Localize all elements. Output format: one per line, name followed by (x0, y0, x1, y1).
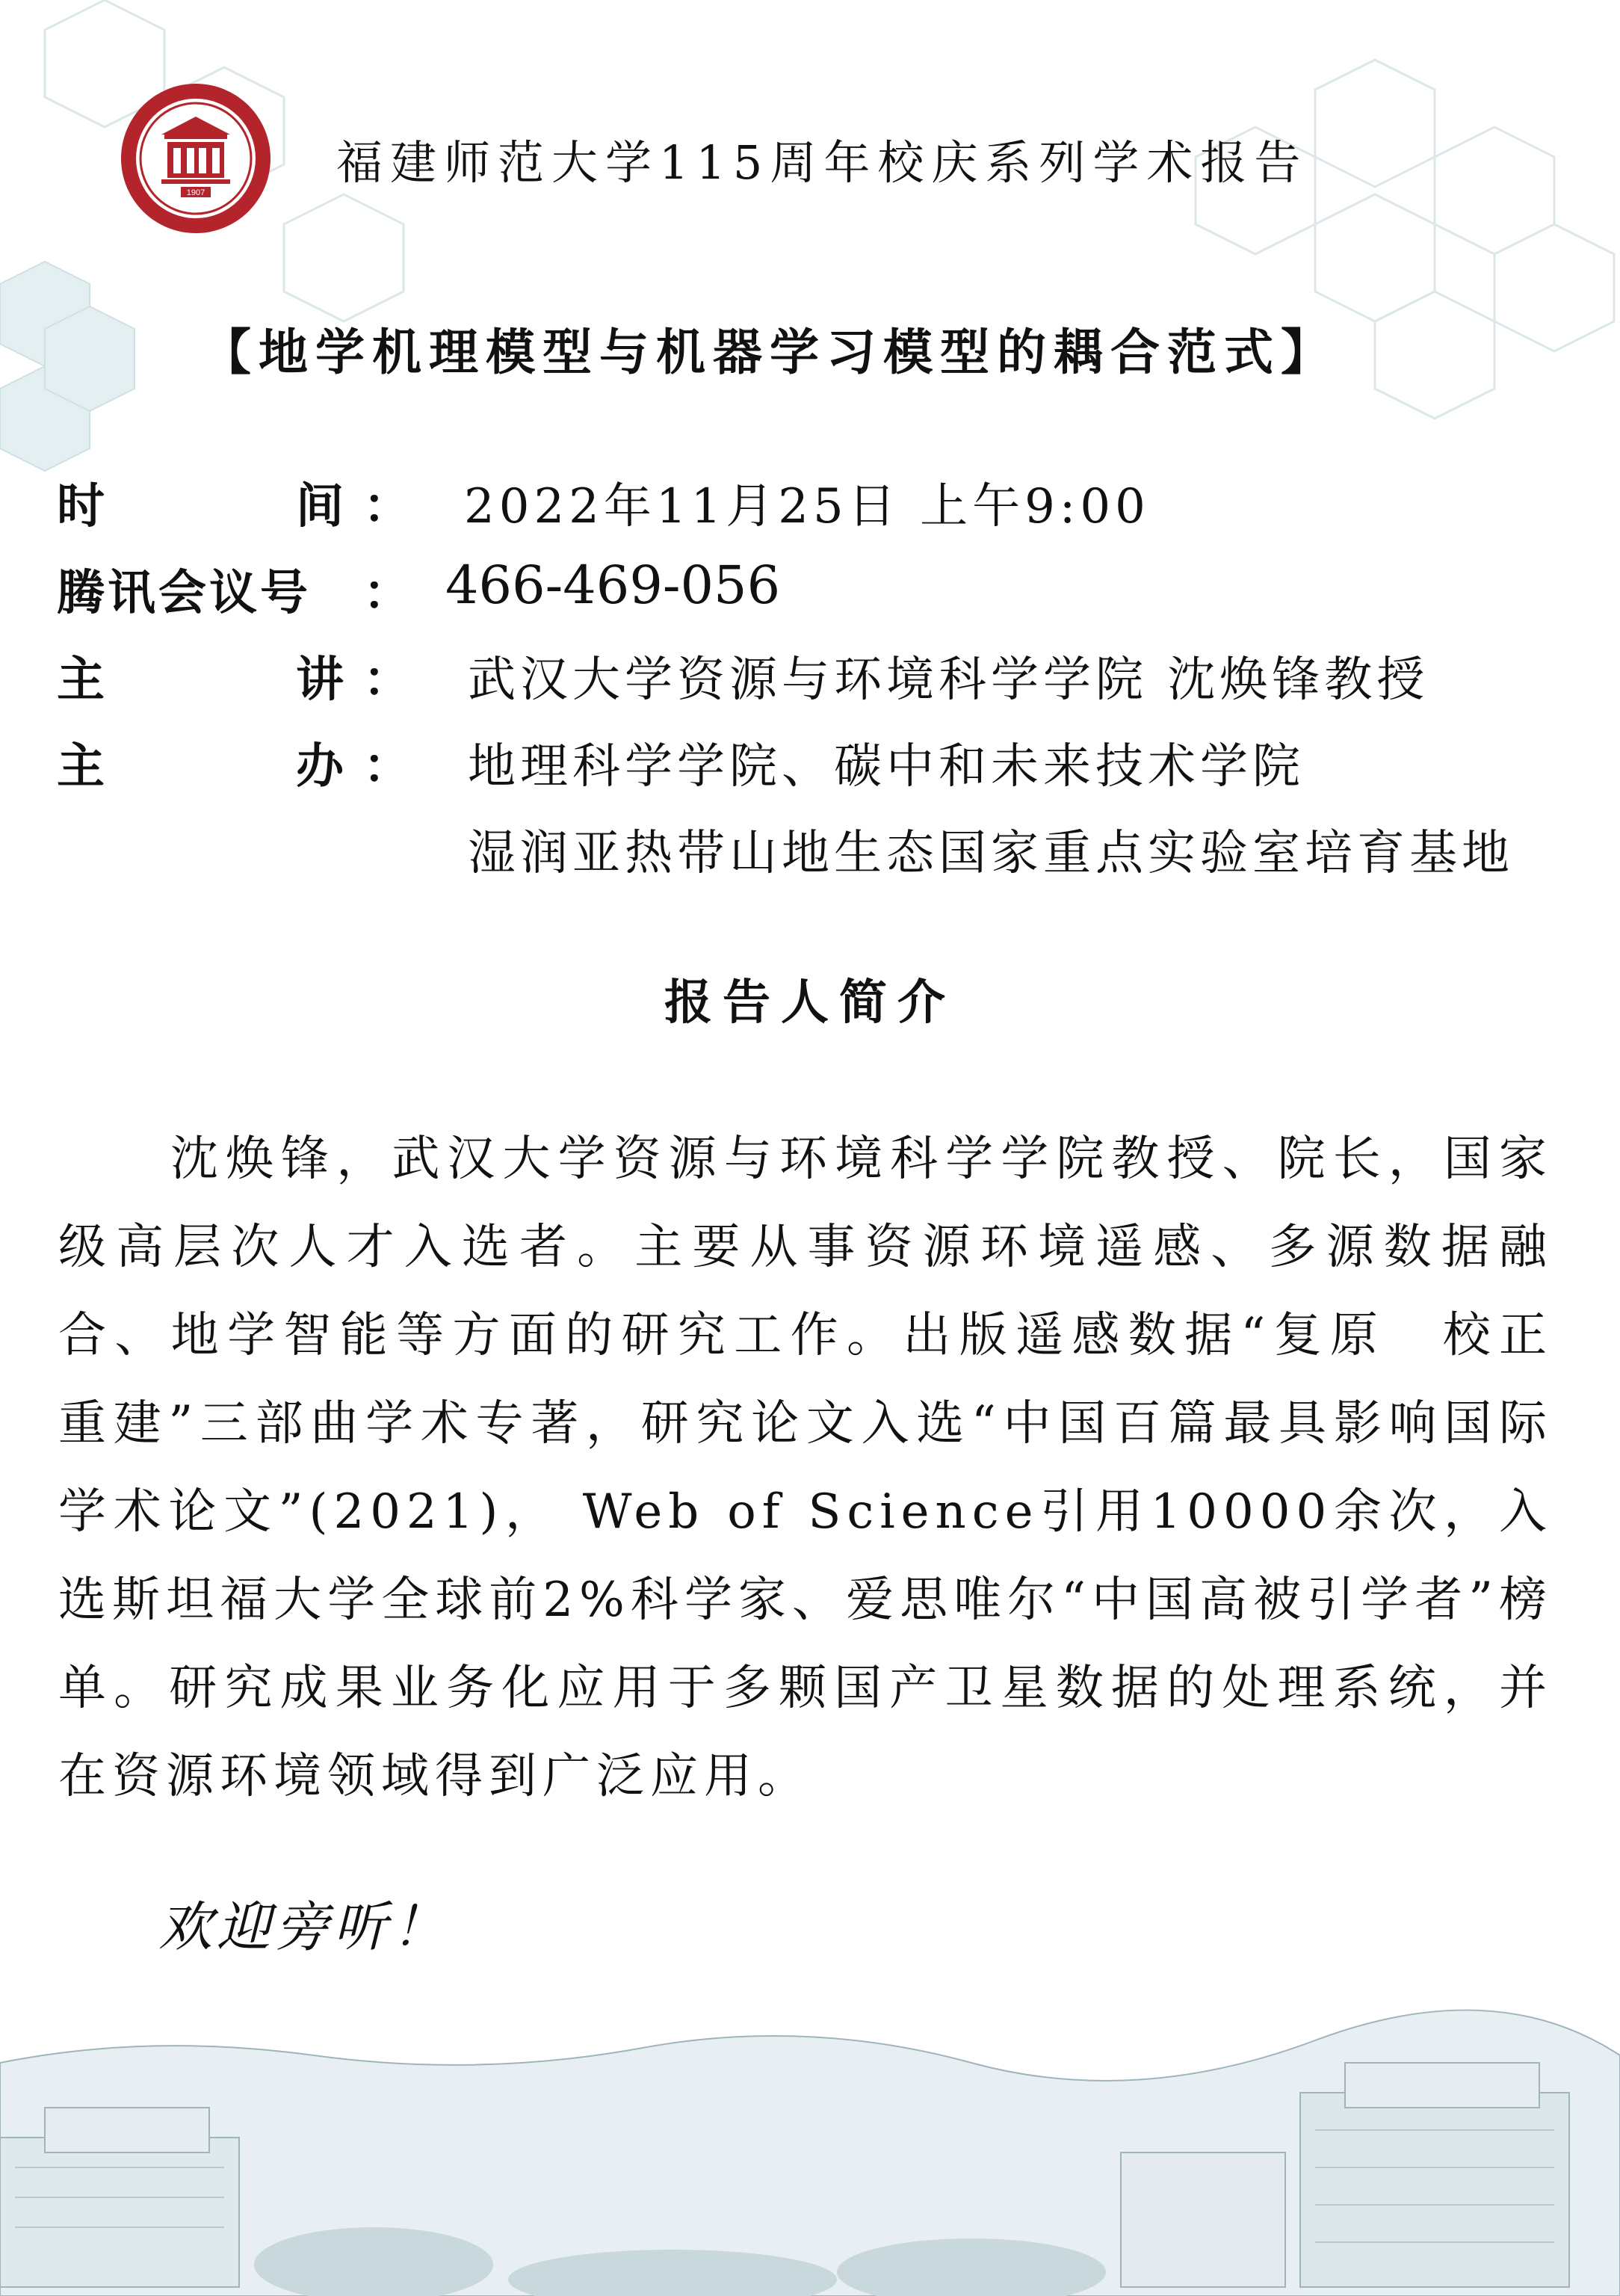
time-colon: ： (363, 478, 411, 534)
host-value-line2: 湿润亚热带山地生态国家重点实验室培育基地 (468, 826, 1514, 881)
host-label-b: 办 (296, 738, 347, 794)
host-label-a: 主 (57, 738, 108, 794)
info-row-host (57, 728, 1596, 795)
meeting-value: 466-469-056 (445, 555, 781, 616)
welcome-text: 欢迎旁听！ (158, 1895, 451, 1958)
meeting-label: 腾讯会议号 (57, 565, 311, 621)
university-logo-icon (118, 81, 273, 236)
info-row-speaker (57, 641, 1596, 709)
host-label (57, 728, 347, 797)
speaker-bio-heading: 报告人简介 (664, 975, 956, 1031)
info-row-meeting (57, 555, 1596, 622)
speaker-colon: ： (363, 652, 411, 708)
report-title: 【地学机理模型与机器学习模型的耦合范式】 (202, 323, 1338, 381)
speaker-label-a: 主 (57, 652, 108, 708)
host-colon: ： (363, 738, 411, 794)
info-row-host-line2 (57, 815, 1596, 882)
speaker-bio-text: 沈焕锋，武汉大学资源与环境科学学院教授、院长，国家级高层次人才入选者。主要从事资源环境遥感、多源数据融合、地学智能等方面的研究工作。出版遥感数据“复原 校正 重建”三部曲学术专著，研究论文入选“中国百篇最具影响国际学术论文”(2021)， Web of Science引用10000余次，入选斯坦福大学全球前2%科学家、爱思唯尔“中国高被引学者”榜单。研究成果业务化应用于多颗国产卫星数据的处理系统，并在资源环境领域得到广泛应用。 (58, 1132, 1607, 1804)
speaker-value: 武汉大学资源与环境科学学院 沈焕锋教授 (468, 652, 1429, 708)
speaker-label (57, 641, 347, 710)
info-row-time (57, 468, 1596, 535)
host-value-line1: 地理科学学院、碳中和未来技术学院 (468, 739, 1305, 794)
time-label (57, 468, 347, 537)
campus-sketch-background (0, 1913, 1620, 2296)
time-label-b: 间 (296, 478, 347, 534)
series-title: 福建师范大学115周年校庆系列学术报告 (336, 135, 1308, 190)
time-value: 2022年11月25日 上午9:00 (464, 479, 1150, 534)
svg-text:1907: 1907 (186, 188, 205, 197)
speaker-label-b: 讲 (296, 652, 347, 708)
time-label-a: 时 (57, 478, 108, 534)
meeting-colon: ： (363, 565, 411, 621)
